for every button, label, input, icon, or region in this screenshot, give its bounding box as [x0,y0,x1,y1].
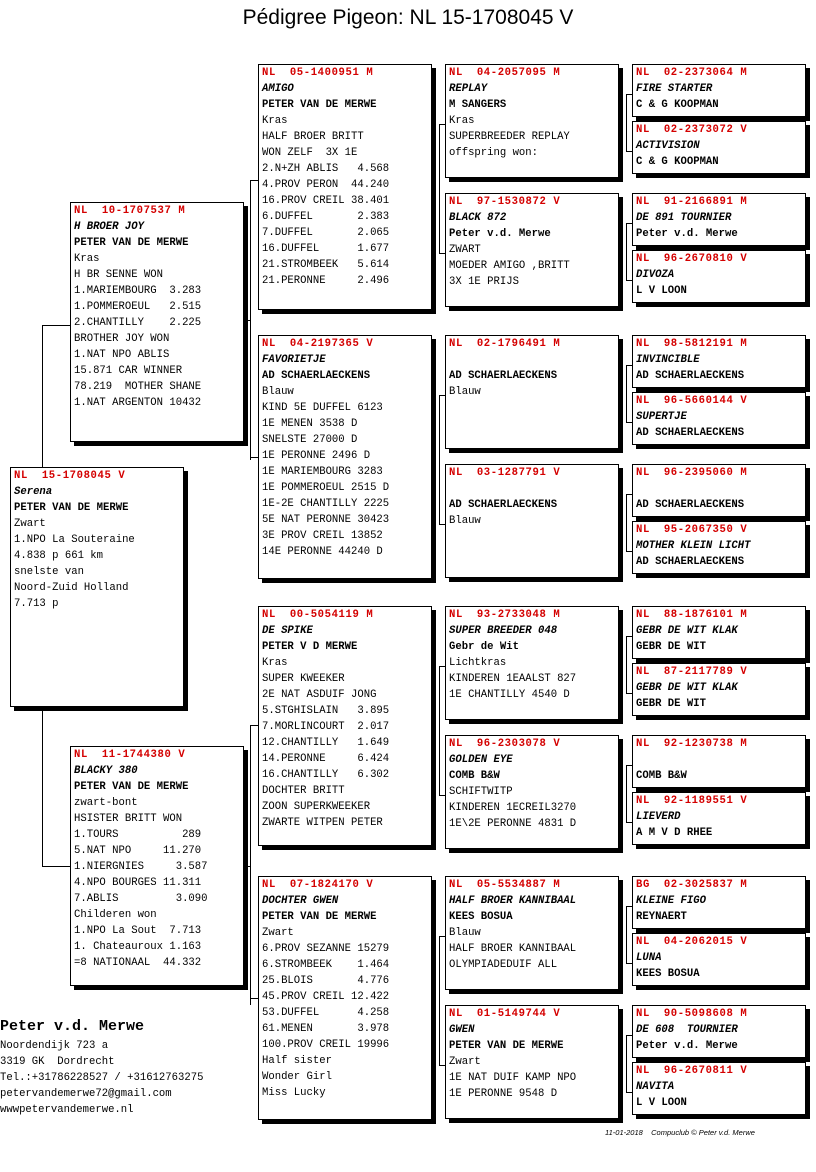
pigeon-name: H BROER JOY [74,221,144,233]
owner-name: PETER VAN DE MERWE [262,911,377,923]
breeder-contact [0,1018,203,1118]
connector-line [626,94,627,151]
connector-line [42,707,43,867]
owner-name: GEBR DE WIT [636,698,706,710]
great-grandparent-box [445,735,619,849]
ancestor-box [632,193,806,246]
info-line: Half sister [262,1055,332,1067]
owner-name: PETER VAN DE MERWE [262,99,377,111]
owner-name: PETER VAN DE MERWE [74,781,189,793]
info-line: H BR SENNE WON [74,269,164,281]
owner-name: REYNAERT [636,911,687,923]
ancestor-box [632,933,806,986]
owner-name: Gebr de Wit [449,641,519,653]
info-line: Blauw [449,515,481,527]
info-line: BROTHER JOY WON [74,333,170,345]
ring-number: NL 03-1287791 V [449,467,561,479]
ring-number: NL 96-2303078 V [449,738,561,750]
breeder-address-line: Noordendijk 723 a [0,1040,109,1052]
ring-number: NL 90-5098608 M [636,1008,748,1020]
great-grandparent-box [445,64,619,178]
info-line: 21.STROMBEEK 5.614 [262,259,390,271]
info-line: HALF BROER KANNIBAAL [449,943,577,955]
info-line: 1.NIERGNIES 3.587 [74,861,208,873]
info-line: KIND 5E DUFFEL 6123 [262,402,383,414]
owner-name: C & G KOOPMAN [636,99,719,111]
info-line: =8 NATIONAAL 44.332 [74,957,202,969]
ring-number: BG 02-3025837 M [636,879,748,891]
info-line: HSISTER BRITT WON [74,813,183,825]
pigeon-name: SUPER BREEDER 048 [449,625,558,637]
connector-line [42,866,70,867]
ring-number: NL 10-1707537 M [74,205,186,217]
owner-name: A M V D RHEE [636,827,713,839]
pigeon-name: MOTHER KLEIN LICHT [636,540,751,552]
info-line: Zwart [262,927,294,939]
info-line: WON ZELF 3X 1E [262,147,358,159]
ring-number: NL 05-1400951 M [262,67,374,79]
grandparent-mm-box [258,876,432,1120]
info-line: 1E-2E CHANTILLY 2225 [262,498,390,510]
ring-number: NL 98-5812191 M [636,338,748,350]
info-line: 61.MENEN 3.978 [262,1023,390,1035]
ring-number: NL 04-2197365 V [262,338,374,350]
info-line: 7.DUFFEL 2.065 [262,227,390,239]
breeder-email[interactable]: petervandemerwe72@gmail.com [0,1088,172,1100]
owner-name: Peter v.d. Merwe [636,228,738,240]
ancestor-box [632,792,806,845]
pigeon-name: AMIGO [262,83,294,95]
great-grandparent-box [445,876,619,990]
info-line: 5E NAT PERONNE 30423 [262,514,390,526]
great-grandparent-box [445,193,619,307]
info-line: 1E NAT DUIF KAMP NPO [449,1072,577,1084]
connector-line [250,457,258,458]
info-line: 1.POMMEROEUL 2.515 [74,301,202,313]
ancestor-box [632,735,806,788]
info-line: 12.CHANTILLY 1.649 [262,737,390,749]
info-line: 2.CHANTILLY 2.225 [74,317,202,329]
owner-name: M SANGERS [449,99,507,111]
info-line: ZOON SUPERKWEEKER [262,801,371,813]
info-line: Lichtkras [449,657,507,669]
info-line: SUPER KWEEKER [262,673,345,685]
info-line: Zwart [449,1056,481,1068]
connector-line [250,725,258,726]
ancestor-box [632,64,806,117]
connector-line [626,365,627,422]
grandparent-fm-box [258,335,432,579]
ring-number: NL 96-2395060 M [636,467,748,479]
owner-name: KEES BOSUA [449,911,513,923]
connector-line [244,866,250,867]
owner-name: AD SCHAERLAECKENS [262,370,371,382]
ring-number: NL 96-2670810 V [636,253,748,265]
connector-line [439,395,440,524]
info-line: MOEDER AMIGO ,BRITT [449,260,570,272]
ancestor-box [632,663,806,716]
info-line: Kras [449,115,475,127]
connector-line [250,725,251,1005]
info-line: 1E\2E PERONNE 4831 D [449,818,577,830]
pigeon-name [449,352,618,368]
connector-line [439,124,440,253]
info-line: 78.219 MOTHER SHANE [74,381,202,393]
ring-number: NL 92-1230738 M [636,738,748,750]
great-grandparent-box [445,335,619,449]
info-line: SNELSTE 27000 D [262,434,358,446]
breeder-phone[interactable]: Tel.:+31786228527 / +31612763275 [0,1072,204,1084]
info-line: 14E PERONNE 44240 D [262,546,383,558]
info-line: 1.NPO La Souteraine [14,534,135,546]
info-line: 2.N+ZH ABLIS 4.568 [262,163,390,175]
ancestor-box [632,335,806,388]
info-line: ZWARTE WITPEN PETER [262,817,383,829]
info-line: 1E CHANTILLY 4540 D [449,689,570,701]
pigeon-name: DE 608 TOURNIER [636,1024,738,1036]
ring-number: NL 97-1530872 V [449,196,561,208]
pigeon-name: REPLAY [449,83,488,95]
pigeon-name: ACTIVISION [636,140,700,152]
info-line: 7.MORLINCOURT 2.017 [262,721,390,733]
ring-number: NL 87-2117789 V [636,666,748,678]
connector-line [42,325,70,326]
ring-number: NL 88-1876101 M [636,609,748,621]
info-line: 1.MARIEMBOURG 3.283 [74,285,202,297]
ring-number: NL 04-2057095 M [449,67,561,79]
owner-name: KEES BOSUA [636,968,700,980]
ancestor-box [632,464,806,517]
owner-name: AD SCHAERLAECKENS [636,427,745,439]
connector-line [250,998,258,999]
info-line: 1.NAT ARGENTON 10432 [74,397,202,409]
ring-number: NL 02-2373072 V [636,124,748,136]
info-line: 4.838 p 661 km [14,550,104,562]
info-line: 21.PERONNE 2.496 [262,275,390,287]
info-line: Childeren won [74,909,157,921]
pigeon-name [449,481,618,497]
connector-line [626,636,627,693]
info-line: 15.871 CAR WINNER [74,365,183,377]
connector-line [626,1035,627,1092]
connector-line [626,906,627,963]
breeder-name: Peter v.d. Merwe [0,1018,145,1035]
info-line: 6.DUFFEL 2.383 [262,211,390,223]
pigeon-name: DOCHTER GWEN [262,895,339,907]
info-line: Kras [74,253,100,265]
info-line: Kras [262,115,288,127]
owner-name: AD SCHAERLAECKENS [449,370,558,382]
ring-number: NL 92-1189551 V [636,795,748,807]
ring-number: NL 11-1744380 V [74,749,186,761]
info-line: 4.PROV PERON 44.240 [262,179,390,191]
owner-name: L V LOON [636,1097,687,1109]
info-line: 3E PROV CREIL 13852 [262,530,383,542]
connector-line [42,325,43,467]
mother-box [70,746,244,986]
info-line: Zwart [14,518,46,530]
pigeon-name [636,481,805,497]
info-line: 16.PROV CREIL 38.401 [262,195,390,207]
connector-line [250,180,251,460]
info-line: 6.PROV SEZANNE 15279 [262,943,390,955]
connector-line [250,180,258,181]
ring-number: NL 15-1708045 V [14,470,126,482]
pigeon-name: NAVITA [636,1081,675,1093]
info-line: Blauw [262,386,294,398]
ring-number: NL 91-2166891 M [636,196,748,208]
owner-name: AD SCHAERLAECKENS [636,499,745,511]
info-line: 16.CHANTILLY 6.302 [262,769,390,781]
pigeon-name [636,752,805,768]
info-line: 53.DUFFEL 4.258 [262,1007,390,1019]
info-line: 1.NAT NPO ABLIS [74,349,170,361]
pigeon-name: BLACK 872 [449,212,507,224]
info-line: SCHIFTWITP [449,786,513,798]
owner-name: COMB B&W [449,770,500,782]
ring-number: NL 05-5534887 M [449,879,561,891]
pigeon-name: GEBR DE WIT KLAK [636,682,738,694]
connector-line [626,494,627,551]
info-line: 3X 1E PRIJS [449,276,519,288]
info-line: zwart-bont [74,797,138,809]
connector-line [439,936,440,1065]
info-line: 5.NAT NPO 11.270 [74,845,202,857]
pigeon-name: DE SPIKE [262,625,313,637]
info-line: Miss Lucky [262,1087,326,1099]
connector-line [626,765,627,822]
pigeon-name: BLACKY 380 [74,765,138,777]
ring-number: NL 96-5660144 V [636,395,748,407]
ancestor-box [632,392,806,445]
ring-number: NL 07-1824170 V [262,879,374,891]
ancestor-box [632,121,806,174]
owner-name: AD SCHAERLAECKENS [636,556,745,568]
page-title: Pédigree Pigeon: NL 15-1708045 V [242,6,574,29]
breeder-website[interactable]: wwwpetervandemerwe.nl [0,1104,134,1116]
great-grandparent-box [445,606,619,720]
info-line: Wonder Girl [262,1071,332,1083]
info-line: OLYMPIADEDUIF ALL [449,959,558,971]
owner-name: AD SCHAERLAECKENS [636,370,745,382]
pigeon-name: Serena [14,486,53,498]
info-line: 1.TOURS 289 [74,829,202,841]
pigeon-name: FAVORIETJE [262,354,326,366]
father-box [70,202,244,442]
pigeon-name: FIRE STARTER [636,83,713,95]
pigeon-name: LIEVERD [636,811,681,823]
info-line: HALF BROER BRITT [262,131,364,143]
info-line: KINDEREN 1ECREIL3270 [449,802,577,814]
owner-name: Peter v.d. Merwe [449,228,551,240]
info-line: 1E MENEN 3538 D [262,418,358,430]
owner-name: COMB B&W [636,770,687,782]
info-line: 1E POMMEROEUL 2515 D [262,482,390,494]
ancestor-box [632,250,806,303]
info-line: 1.NPO La Sout 7.713 [74,925,202,937]
info-line: offspring won: [449,147,539,159]
owner-name: GEBR DE WIT [636,641,706,653]
connector-line [626,223,627,280]
info-line: 7.ABLIS 3.090 [74,893,208,905]
ancestor-box [632,521,806,574]
pigeon-name: KLEINE FIGO [636,895,706,907]
ring-number: NL 00-5054119 M [262,609,374,621]
pigeon-name: LUNA [636,952,662,964]
connector-line [244,320,250,321]
footer-credit: 11-01-2018 Compuclub © Peter v.d. Merwe [605,1128,755,1137]
ring-number: NL 96-2670811 V [636,1065,748,1077]
subject-box [10,467,184,707]
ring-number: NL 95-2067350 V [636,524,748,536]
ancestor-box [632,876,806,929]
ring-number: NL 02-1796491 M [449,338,561,350]
info-line: 4.NPO BOURGES 11.311 [74,877,202,889]
info-line: DOCHTER BRITT [262,785,345,797]
ancestor-box [632,606,806,659]
pigeon-name: DE 891 TOURNIER [636,212,732,224]
pigeon-name: GEBR DE WIT KLAK [636,625,738,637]
great-grandparent-box [445,464,619,578]
info-line: KINDEREN 1EAALST 827 [449,673,577,685]
pigeon-name: DIVOZA [636,269,675,281]
ring-number: NL 01-5149744 V [449,1008,561,1020]
info-line: SUPERBREEDER REPLAY [449,131,570,143]
owner-name: C & G KOOPMAN [636,156,719,168]
grandparent-ff-box [258,64,432,310]
pigeon-name: GOLDEN EYE [449,754,513,766]
ring-number: NL 04-2062015 V [636,936,748,948]
owner-name: Peter v.d. Merwe [636,1040,738,1052]
owner-name: PETER V D MERWE [262,641,358,653]
info-line: 16.DUFFEL 1.677 [262,243,390,255]
ancestor-box [632,1005,806,1058]
breeder-city-line: 3319 GK Dordrecht [0,1056,115,1068]
info-line: ZWART [449,244,481,256]
owner-name: PETER VAN DE MERWE [74,237,189,249]
ring-number: NL 02-2373064 M [636,67,748,79]
info-line: 25.BLOIS 4.776 [262,975,390,987]
great-grandparent-box [445,1005,619,1119]
pigeon-name: HALF BROER KANNIBAAL [449,895,577,907]
info-line: 5.STGHISLAIN 3.895 [262,705,390,717]
grandparent-mf-box [258,606,432,846]
owner-name: L V LOON [636,285,687,297]
pigeon-name: SUPERTJE [636,411,687,423]
info-line: Kras [262,657,288,669]
info-line: 100.PROV CREIL 19996 [262,1039,390,1051]
info-line: Noord-Zuid Holland [14,582,129,594]
info-line: 45.PROV CREIL 12.422 [262,991,390,1003]
owner-name: PETER VAN DE MERWE [449,1040,564,1052]
ring-number: NL 93-2733048 M [449,609,561,621]
connector-line [439,666,440,795]
info-line: Blauw [449,386,481,398]
info-line: 7.713 p [14,598,59,610]
owner-name: PETER VAN DE MERWE [14,502,129,514]
info-line: 6.STROMBEEK 1.464 [262,959,390,971]
info-line: 1E PERONNE 2496 D [262,450,371,462]
info-line: 1E MARIEMBOURG 3283 [262,466,383,478]
info-line: snelste van [14,566,84,578]
info-line: 1. Chateauroux 1.163 [74,941,202,953]
info-line: Blauw [449,927,481,939]
info-line: 1E PERONNE 9548 D [449,1088,558,1100]
owner-name: AD SCHAERLAECKENS [449,499,558,511]
pigeon-name: GWEN [449,1024,475,1036]
pigeon-name: INVINCIBLE [636,354,700,366]
ancestor-box [632,1062,806,1115]
info-line: 2E NAT ASDUIF JONG [262,689,377,701]
info-line: 14.PERONNE 6.424 [262,753,390,765]
